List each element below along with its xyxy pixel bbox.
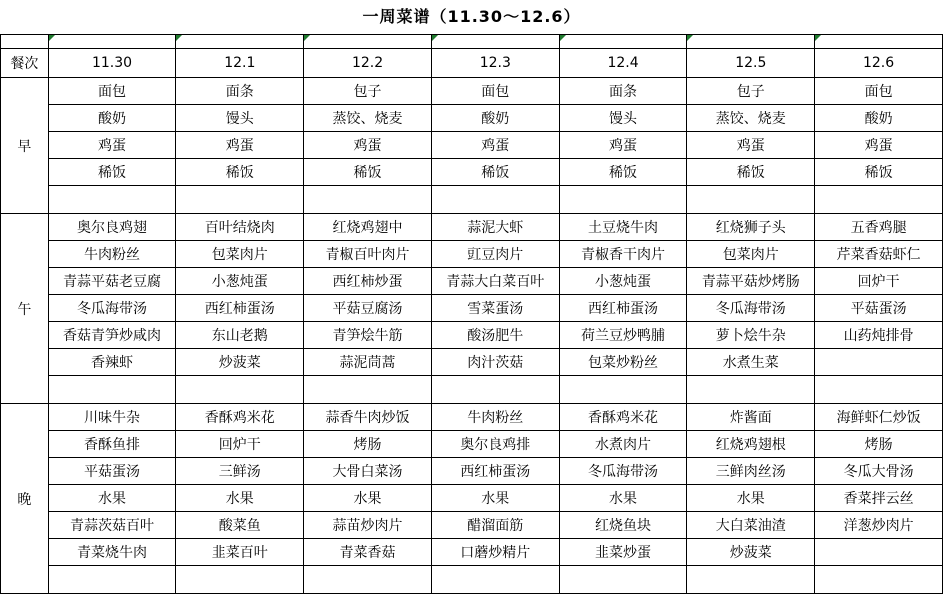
dish-cell: 牛肉粉丝 — [431, 404, 559, 431]
empty-cell — [815, 186, 943, 214]
spacer-cell — [176, 35, 304, 49]
dish-cell: 韭菜百叶 — [176, 539, 304, 566]
empty-cell — [431, 376, 559, 404]
dish-cell: 冬瓜海带汤 — [48, 295, 176, 322]
dish-cell: 青蒜平菇炒烤肠 — [687, 268, 815, 295]
spacer-cell — [431, 35, 559, 49]
meal-column-header: 餐次 — [1, 49, 49, 78]
menu-row — [1, 268, 943, 295]
dish-cell: 酸奶 — [815, 105, 943, 132]
dish-cell: 酸奶 — [48, 105, 176, 132]
meal-label-lunch: 午 — [1, 214, 49, 404]
dish-cell: 平菇蛋汤 — [48, 458, 176, 485]
dish-cell: 三鲜肉丝汤 — [687, 458, 815, 485]
dish-cell: 红烧鸡翅中 — [304, 214, 432, 241]
menu-row — [1, 458, 943, 485]
dish-cell: 馒头 — [176, 105, 304, 132]
dish-cell: 鸡蛋 — [815, 132, 943, 159]
empty-cell — [559, 566, 687, 594]
menu-row — [1, 322, 943, 349]
empty-cell — [687, 376, 815, 404]
dish-cell: 青菜烧牛肉 — [48, 539, 176, 566]
menu-row — [1, 512, 943, 539]
dish-cell: 蒜苗炒肉片 — [304, 512, 432, 539]
dish-cell: 水果 — [687, 485, 815, 512]
dish-cell: 面包 — [48, 78, 176, 105]
dish-cell: 鸡蛋 — [431, 132, 559, 159]
date-header: 11.30 — [48, 49, 176, 78]
dish-cell: 牛肉粉丝 — [48, 241, 176, 268]
meal-label-breakfast: 早 — [1, 78, 49, 214]
dish-cell: 山药炖排骨 — [815, 322, 943, 349]
blank-row — [1, 566, 943, 594]
dish-cell: 奥尔良鸡翅 — [48, 214, 176, 241]
empty-cell — [815, 566, 943, 594]
dish-cell: 稀饭 — [304, 159, 432, 186]
dish-cell: 红烧狮子头 — [687, 214, 815, 241]
dish-cell: 酸汤肥牛 — [431, 322, 559, 349]
menu-row — [1, 539, 943, 566]
empty-cell — [687, 186, 815, 214]
menu-row — [1, 349, 943, 376]
dish-cell: 烤肠 — [815, 431, 943, 458]
dish-cell: 稀饭 — [48, 159, 176, 186]
menu-row — [1, 295, 943, 322]
empty-cell — [431, 186, 559, 214]
dish-cell: 川味牛杂 — [48, 404, 176, 431]
dish-cell: 大骨白菜汤 — [304, 458, 432, 485]
dish-cell: 三鲜汤 — [176, 458, 304, 485]
empty-cell — [48, 566, 176, 594]
dish-cell: 面条 — [559, 78, 687, 105]
dish-cell: 回炉干 — [815, 268, 943, 295]
date-header: 12.4 — [559, 49, 687, 78]
menu-row — [1, 431, 943, 458]
spacer-cell — [815, 35, 943, 49]
dish-cell: 醋溜面筋 — [431, 512, 559, 539]
meal-rows — [1, 78, 943, 594]
dish-cell: 小葱炖蛋 — [176, 268, 304, 295]
dish-cell: 稀饭 — [687, 159, 815, 186]
dish-cell: 香酥鸡米花 — [176, 404, 304, 431]
spacer-cell — [559, 35, 687, 49]
dish-cell — [815, 539, 943, 566]
empty-cell — [304, 376, 432, 404]
dish-cell: 青蒜大白菜百叶 — [431, 268, 559, 295]
dish-cell: 稀饭 — [176, 159, 304, 186]
dish-cell: 香菜拌云丝 — [815, 485, 943, 512]
dish-cell — [815, 349, 943, 376]
spacer-cell — [687, 35, 815, 49]
empty-cell — [304, 566, 432, 594]
dish-cell: 萝卜烩牛杂 — [687, 322, 815, 349]
dish-cell: 鸡蛋 — [304, 132, 432, 159]
empty-cell — [559, 376, 687, 404]
dish-cell: 东山老鹅 — [176, 322, 304, 349]
dish-cell: 雪菜蛋汤 — [431, 295, 559, 322]
dish-cell: 香酥鸡米花 — [559, 404, 687, 431]
menu-row — [1, 485, 943, 512]
empty-cell — [48, 376, 176, 404]
dish-cell: 炸酱面 — [687, 404, 815, 431]
weekly-menu-table — [0, 34, 943, 594]
empty-cell — [48, 186, 176, 214]
dish-cell: 小葱炖蛋 — [559, 268, 687, 295]
dish-cell: 平菇豆腐汤 — [304, 295, 432, 322]
empty-cell — [687, 566, 815, 594]
dish-cell: 包子 — [304, 78, 432, 105]
menu-row — [1, 159, 943, 186]
dish-cell: 蒸饺、烧麦 — [687, 105, 815, 132]
menu-row — [1, 214, 943, 241]
dish-cell: 青蒜茨菇百叶 — [48, 512, 176, 539]
dish-cell: 奥尔良鸡排 — [431, 431, 559, 458]
spacer-cell — [48, 35, 176, 49]
dish-cell: 香菇青笋炒咸肉 — [48, 322, 176, 349]
empty-cell — [559, 186, 687, 214]
dish-cell: 鸡蛋 — [176, 132, 304, 159]
page-title: 一周菜谱（11.30～12.6） — [362, 7, 581, 26]
dish-cell: 蒜香牛肉炒饭 — [304, 404, 432, 431]
dish-cell: 土豆烧牛肉 — [559, 214, 687, 241]
empty-cell — [431, 566, 559, 594]
dish-cell: 稀饭 — [559, 159, 687, 186]
dish-cell: 包菜肉片 — [687, 241, 815, 268]
top-spacer-row — [1, 35, 943, 49]
dish-cell: 大白菜油渣 — [687, 512, 815, 539]
empty-cell — [176, 566, 304, 594]
dish-cell: 水果 — [304, 485, 432, 512]
dish-cell: 五香鸡腿 — [815, 214, 943, 241]
dish-cell: 青笋烩牛筋 — [304, 322, 432, 349]
menu-row — [1, 241, 943, 268]
date-header: 12.5 — [687, 49, 815, 78]
dish-cell: 水煮肉片 — [559, 431, 687, 458]
dish-cell: 蒜泥茼蒿 — [304, 349, 432, 376]
dish-cell: 蒸饺、烧麦 — [304, 105, 432, 132]
dish-cell: 烤肠 — [304, 431, 432, 458]
dish-cell: 红烧鸡翅根 — [687, 431, 815, 458]
dish-cell: 鸡蛋 — [559, 132, 687, 159]
dish-cell: 酸菜鱼 — [176, 512, 304, 539]
dish-cell: 炒菠菜 — [176, 349, 304, 376]
dish-cell: 包菜肉片 — [176, 241, 304, 268]
menu-row — [1, 132, 943, 159]
empty-cell — [304, 186, 432, 214]
empty-cell — [176, 186, 304, 214]
dish-cell: 回炉干 — [176, 431, 304, 458]
dish-cell: 稀饭 — [815, 159, 943, 186]
dish-cell: 韭菜炒蛋 — [559, 539, 687, 566]
dish-cell: 冬瓜海带汤 — [687, 295, 815, 322]
empty-cell — [815, 376, 943, 404]
dish-cell: 面条 — [176, 78, 304, 105]
dish-cell: 洋葱炒肉片 — [815, 512, 943, 539]
dish-cell: 冬瓜海带汤 — [559, 458, 687, 485]
spacer-cell — [304, 35, 432, 49]
dish-cell: 香辣虾 — [48, 349, 176, 376]
dish-cell: 平菇蛋汤 — [815, 295, 943, 322]
date-header: 12.1 — [176, 49, 304, 78]
dish-cell: 青菜香菇 — [304, 539, 432, 566]
dish-cell: 稀饭 — [431, 159, 559, 186]
dish-cell: 香酥鱼排 — [48, 431, 176, 458]
dish-cell: 肉汁茨菇 — [431, 349, 559, 376]
dish-cell: 面包 — [431, 78, 559, 105]
dish-cell: 青椒百叶肉片 — [304, 241, 432, 268]
dish-cell: 鸡蛋 — [48, 132, 176, 159]
spacer-cell — [1, 35, 49, 49]
menu-row — [1, 105, 943, 132]
dish-cell: 青蒜平菇老豆腐 — [48, 268, 176, 295]
dish-cell: 鸡蛋 — [687, 132, 815, 159]
dish-cell: 水果 — [431, 485, 559, 512]
dish-cell: 荷兰豆炒鸭脯 — [559, 322, 687, 349]
dish-cell: 百叶结烧肉 — [176, 214, 304, 241]
dish-cell: 包菜炒粉丝 — [559, 349, 687, 376]
dish-cell: 面包 — [815, 78, 943, 105]
menu-row — [1, 404, 943, 431]
blank-row — [1, 186, 943, 214]
date-header-row — [1, 49, 943, 78]
dish-cell: 蒜泥大虾 — [431, 214, 559, 241]
menu-row — [1, 78, 943, 105]
dish-cell: 芹菜香菇虾仁 — [815, 241, 943, 268]
dish-cell: 红烧鱼块 — [559, 512, 687, 539]
dish-cell: 西红柿蛋汤 — [176, 295, 304, 322]
dish-cell: 海鲜虾仁炒饭 — [815, 404, 943, 431]
date-header: 12.6 — [815, 49, 943, 78]
dish-cell: 水果 — [176, 485, 304, 512]
dish-cell: 酸奶 — [431, 105, 559, 132]
empty-cell — [176, 376, 304, 404]
dish-cell: 水果 — [559, 485, 687, 512]
dish-cell: 西红柿炒蛋 — [304, 268, 432, 295]
dish-cell: 馒头 — [559, 105, 687, 132]
dish-cell: 水果 — [48, 485, 176, 512]
dish-cell: 西红柿蛋汤 — [559, 295, 687, 322]
dish-cell: 冬瓜大骨汤 — [815, 458, 943, 485]
dish-cell: 青椒香干肉片 — [559, 241, 687, 268]
date-header: 12.3 — [431, 49, 559, 78]
dish-cell: 水煮生菜 — [687, 349, 815, 376]
dish-cell: 豇豆肉片 — [431, 241, 559, 268]
dish-cell: 炒菠菜 — [687, 539, 815, 566]
dish-cell: 包子 — [687, 78, 815, 105]
dish-cell: 西红柿蛋汤 — [431, 458, 559, 485]
meal-label-dinner: 晚 — [1, 404, 49, 594]
blank-row — [1, 376, 943, 404]
dish-cell: 口蘑炒精片 — [431, 539, 559, 566]
date-header: 12.2 — [304, 49, 432, 78]
